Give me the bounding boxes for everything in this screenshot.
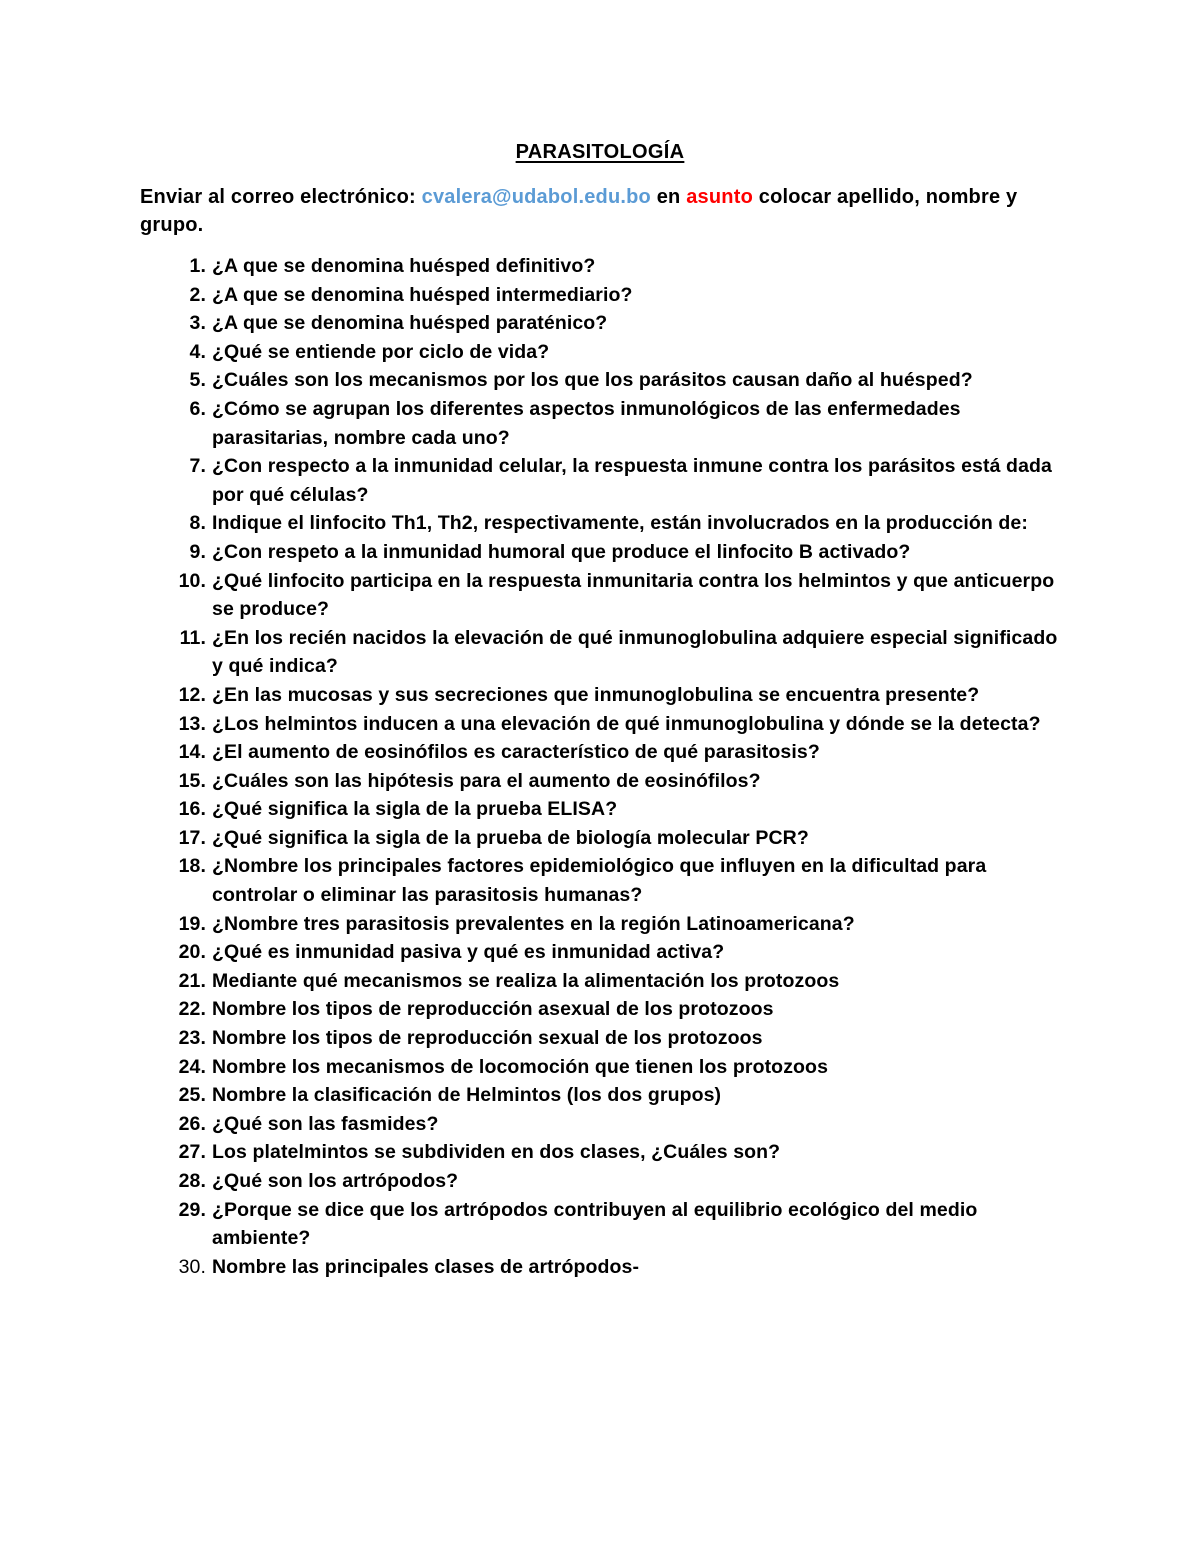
question-number: 4.	[189, 340, 206, 363]
question-item	[140, 910, 1070, 939]
question-list	[140, 252, 1070, 1281]
question-item	[140, 395, 1070, 452]
question-text: Indique el linfocito Th1, Th2, respectivamente, están involucrados en la producción de:	[212, 512, 1028, 535]
question-item	[140, 252, 1070, 281]
question-item	[140, 852, 1070, 909]
question-text: ¿Cuáles son las hipótesis para el aumento de eosinófilos?	[212, 769, 761, 792]
question-text: ¿En los recién nacidos la elevación de qué inmunoglobulina adquiere especial significado y qué indica?	[212, 626, 1058, 678]
question-item	[140, 281, 1070, 310]
question-item	[140, 1253, 1070, 1282]
question-number: 15.	[178, 769, 206, 792]
question-text: ¿A que se denomina huésped definitivo?	[212, 255, 596, 277]
question-number: 16.	[178, 798, 206, 821]
document-title-text: PARASITOLOGÍA	[515, 141, 685, 163]
question-number: 13.	[178, 712, 206, 735]
document-title	[0, 141, 1200, 164]
question-item	[140, 338, 1070, 367]
question-number: 24.	[178, 1055, 206, 1078]
question-number: 23.	[178, 1027, 206, 1050]
question-number: 14.	[178, 741, 206, 764]
question-text: ¿Con respeto a la inmunidad humoral que produce el linfocito B activado?	[212, 540, 911, 563]
question-number: 25.	[178, 1084, 206, 1107]
question-text: Nombre la clasificación de Helmintos (los dos grupos)	[212, 1084, 722, 1107]
question-item	[140, 1053, 1070, 1082]
question-number: 28.	[178, 1170, 206, 1192]
asunto-highlight: asunto	[686, 186, 753, 208]
question-text: ¿Nombre tres parasitosis prevalentes en la región Latinoamericana?	[212, 912, 855, 935]
question-number: 11.	[179, 626, 206, 649]
contact-email-link[interactable]: cvalera@udabol.edu.bo	[421, 186, 651, 208]
question-item	[140, 1196, 1070, 1253]
submission-instructions	[140, 183, 1060, 239]
question-text: ¿Qué se entiende por ciclo de vida?	[212, 340, 550, 363]
question-text: Los platelmintos se subdividen en dos clases, ¿Cuáles son?	[212, 1141, 781, 1164]
question-number: 27.	[178, 1141, 206, 1164]
question-text: ¿Porque se dice que los artrópodos contribuyen al equilibrio ecológico del medio ambiente?	[212, 1198, 978, 1250]
question-item	[140, 366, 1070, 395]
question-item	[140, 995, 1070, 1024]
question-text: ¿Con respecto a la inmunidad celular, la respuesta inmune contra los parásitos está dada por qué células?	[212, 455, 1052, 506]
question-item	[140, 1167, 1070, 1196]
question-item	[140, 795, 1070, 824]
question-text: ¿Qué son las fasmides?	[212, 1112, 439, 1135]
question-item	[140, 824, 1070, 853]
question-item	[140, 509, 1070, 538]
question-item	[140, 938, 1070, 967]
question-text: Nombre las principales clases de artrópodos-	[212, 1255, 640, 1278]
question-text: ¿Qué significa la sigla de la prueba de biología molecular PCR?	[212, 826, 809, 849]
question-text: ¿A que se denomina huésped paraténico?	[212, 312, 608, 335]
question-item	[140, 767, 1070, 796]
question-item	[140, 738, 1070, 767]
question-text: Nombre los mecanismos de locomoción que tienen los protozoos	[212, 1055, 829, 1078]
question-text: ¿Cuáles son los mecanismos por los que los parásitos causan daño al huésped?	[212, 369, 973, 392]
question-text: ¿En las mucosas y sus secreciones que inmunoglobulina se encuentra presente?	[212, 683, 980, 706]
question-text: ¿Qué es inmunidad pasiva y qué es inmunidad activa?	[212, 941, 725, 964]
question-number: 6.	[189, 397, 206, 420]
question-number: 5.	[189, 369, 206, 392]
question-number: 26.	[178, 1112, 206, 1135]
question-text: Nombre los tipos de reproducción asexual de los protozoos	[212, 998, 774, 1021]
question-text: ¿Qué significa la sigla de la prueba ELISA?	[212, 798, 618, 821]
question-number: 12.	[178, 683, 206, 706]
question-number: 2.	[189, 283, 206, 306]
question-item	[140, 967, 1070, 996]
question-text: ¿Qué linfocito participa en la respuesta inmunitaria contra los helmintos y que anticuerpo se produce?	[212, 569, 1055, 621]
question-item	[140, 624, 1070, 681]
question-number: 8.	[189, 512, 206, 535]
question-number: 9.	[189, 540, 206, 563]
question-item	[140, 681, 1070, 710]
question-item	[140, 1138, 1070, 1167]
question-item	[140, 309, 1070, 338]
question-text: ¿Los helmintos inducen a una elevación de qué inmunoglobulina y dónde se la detecta?	[212, 712, 1041, 735]
question-number: 21.	[178, 969, 206, 992]
instructions-prefix: Enviar al correo electrónico:	[140, 186, 422, 208]
question-number: 20.	[178, 941, 206, 964]
question-number: 10.	[178, 569, 206, 592]
question-number: 18.	[178, 855, 206, 878]
question-number: 19.	[178, 912, 206, 935]
question-item	[140, 710, 1070, 739]
question-number: 22.	[178, 998, 206, 1021]
instructions-suffix: colocar apellido, nombre y grupo.	[140, 186, 1018, 236]
question-text: ¿Qué son los artrópodos?	[212, 1170, 459, 1192]
question-number: 1.	[189, 255, 206, 277]
question-item	[140, 538, 1070, 567]
question-item	[140, 452, 1070, 509]
question-item	[140, 1110, 1070, 1139]
question-number: 17.	[178, 826, 206, 849]
question-text: ¿A que se denomina huésped intermediario?	[212, 283, 633, 306]
question-number: 30.	[178, 1255, 206, 1278]
question-text: ¿Nombre los principales factores epidemiológico que influyen en la dificultad para controlar o eliminar las parasitosis humanas?	[212, 855, 987, 907]
instructions-middle: en	[650, 186, 687, 208]
question-item	[140, 567, 1070, 624]
question-item	[140, 1081, 1070, 1110]
question-number: 3.	[189, 312, 206, 335]
question-text: Nombre los tipos de reproducción sexual de los protozoos	[212, 1027, 763, 1050]
question-text: Mediante qué mecanismos se realiza la alimentación los protozoos	[212, 969, 840, 992]
question-item	[140, 1024, 1070, 1053]
question-text: ¿Cómo se agrupan los diferentes aspectos inmunológicos de las enfermedades parasitarias, nombre cada uno?	[212, 397, 961, 449]
question-number: 29.	[178, 1198, 206, 1221]
question-number: 7.	[189, 455, 206, 478]
question-text: ¿El aumento de eosinófilos es característico de qué parasitosis?	[212, 741, 820, 764]
